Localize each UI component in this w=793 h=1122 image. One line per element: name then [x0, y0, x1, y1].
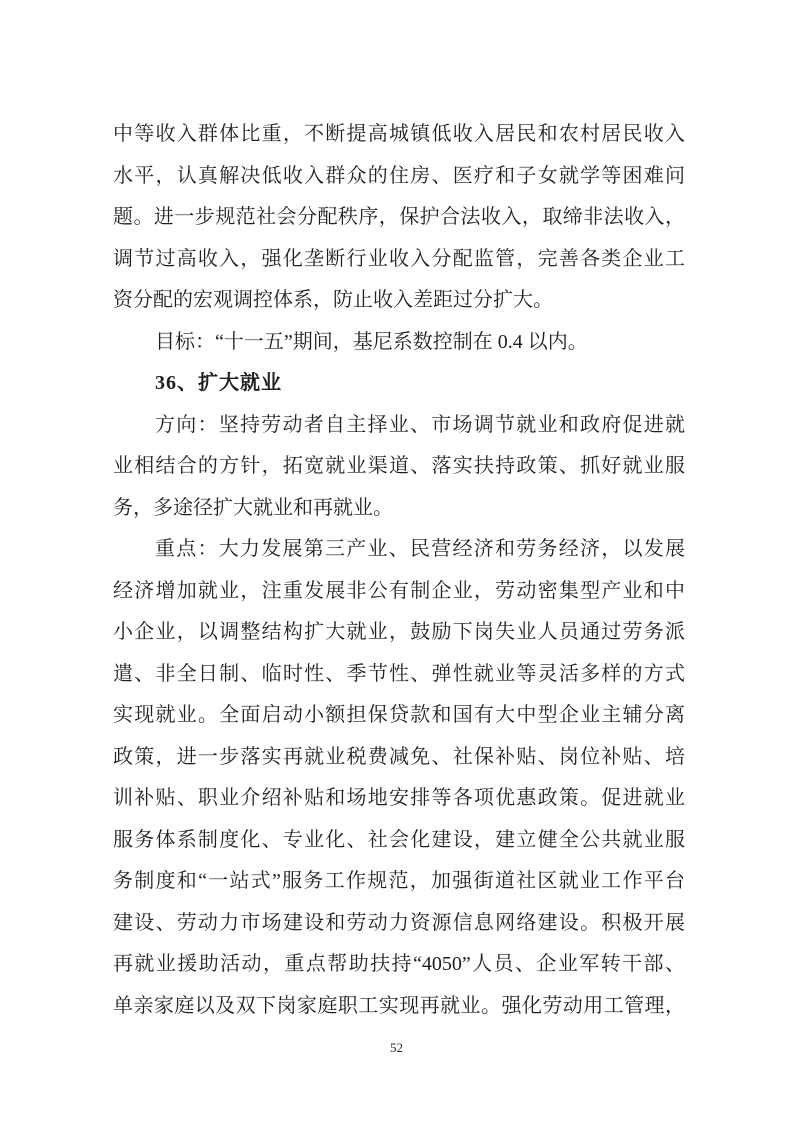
text-line: 小企业，以调整结构扩大就业，鼓励下岗失业人员通过劳务派 — [113, 621, 685, 643]
text-line: 经济增加就业，注重发展非公有制企业，劳动密集型产业和中 — [113, 579, 685, 602]
text-line: 业相结合的方针，拓宽就业渠道、落实扶持政策、抓好就业服 — [113, 455, 685, 477]
text-line: 建设、劳动力市场建设和劳动力资源信息网络建设。积极开展 — [113, 911, 685, 934]
text-line: 再就业援助活动，重点帮助扶持“4050”人员、企业军转干部、 — [113, 953, 685, 975]
text-line: 务，多途径扩大就业和再就业。 — [113, 496, 393, 519]
text-line: 实现就业。全面启动小额担保贷款和国有大中型企业主辅分离 — [113, 704, 685, 726]
text-line: 水平，认真解决低收入群众的住房、医疗和子女就学等困难问 — [113, 164, 685, 187]
text-line: 务制度和“一站式”服务工作规范，加强街道社区就业工作平台 — [113, 870, 685, 892]
text-line: 服务体系制度化、专业化、社会化建设，建立健全公共就业服 — [113, 828, 685, 851]
page-number: 52 — [390, 1040, 403, 1055]
section-heading-36: 36、扩大就业 — [155, 372, 282, 394]
text-line: 遣、非全日制、临时性、季节性、弹性就业等灵活多样的方式 — [113, 662, 685, 685]
text-line: 方向：坚持劳动者自主择业、市场调节就业和政府促进就 — [155, 413, 685, 436]
text-line: 中等收入群体比重，不断提高城镇低收入居民和农村居民收入 — [113, 123, 685, 145]
text-line: 政策，进一步落实再就业税费减免、社保补贴、岗位补贴、培 — [113, 745, 685, 768]
text-line: 题。进一步规范社会分配秩序，保护合法收入，取缔非法收入， — [113, 206, 685, 228]
goal-line: 目标：“十一五”期间，基尼系数控制在 0.4 以内。 — [155, 330, 588, 353]
text-line: 资分配的宏观调控体系，防止收入差距过分扩大。 — [113, 289, 553, 311]
text-line: 调节过高收入，强化垄断行业收入分配监管，完善各类企业工 — [113, 247, 685, 270]
text-line: 重点：大力发展第三产业、民营经济和劳务经济，以发展 — [155, 538, 685, 560]
text-line: 单亲家庭以及双下岗家庭职工实现再就业。强化劳动用工管理， — [113, 994, 685, 1017]
document-text — [113, 114, 685, 1027]
text-line: 训补贴、职业介绍补贴和场地安排等各项优惠政策。促进就业 — [113, 787, 685, 809]
